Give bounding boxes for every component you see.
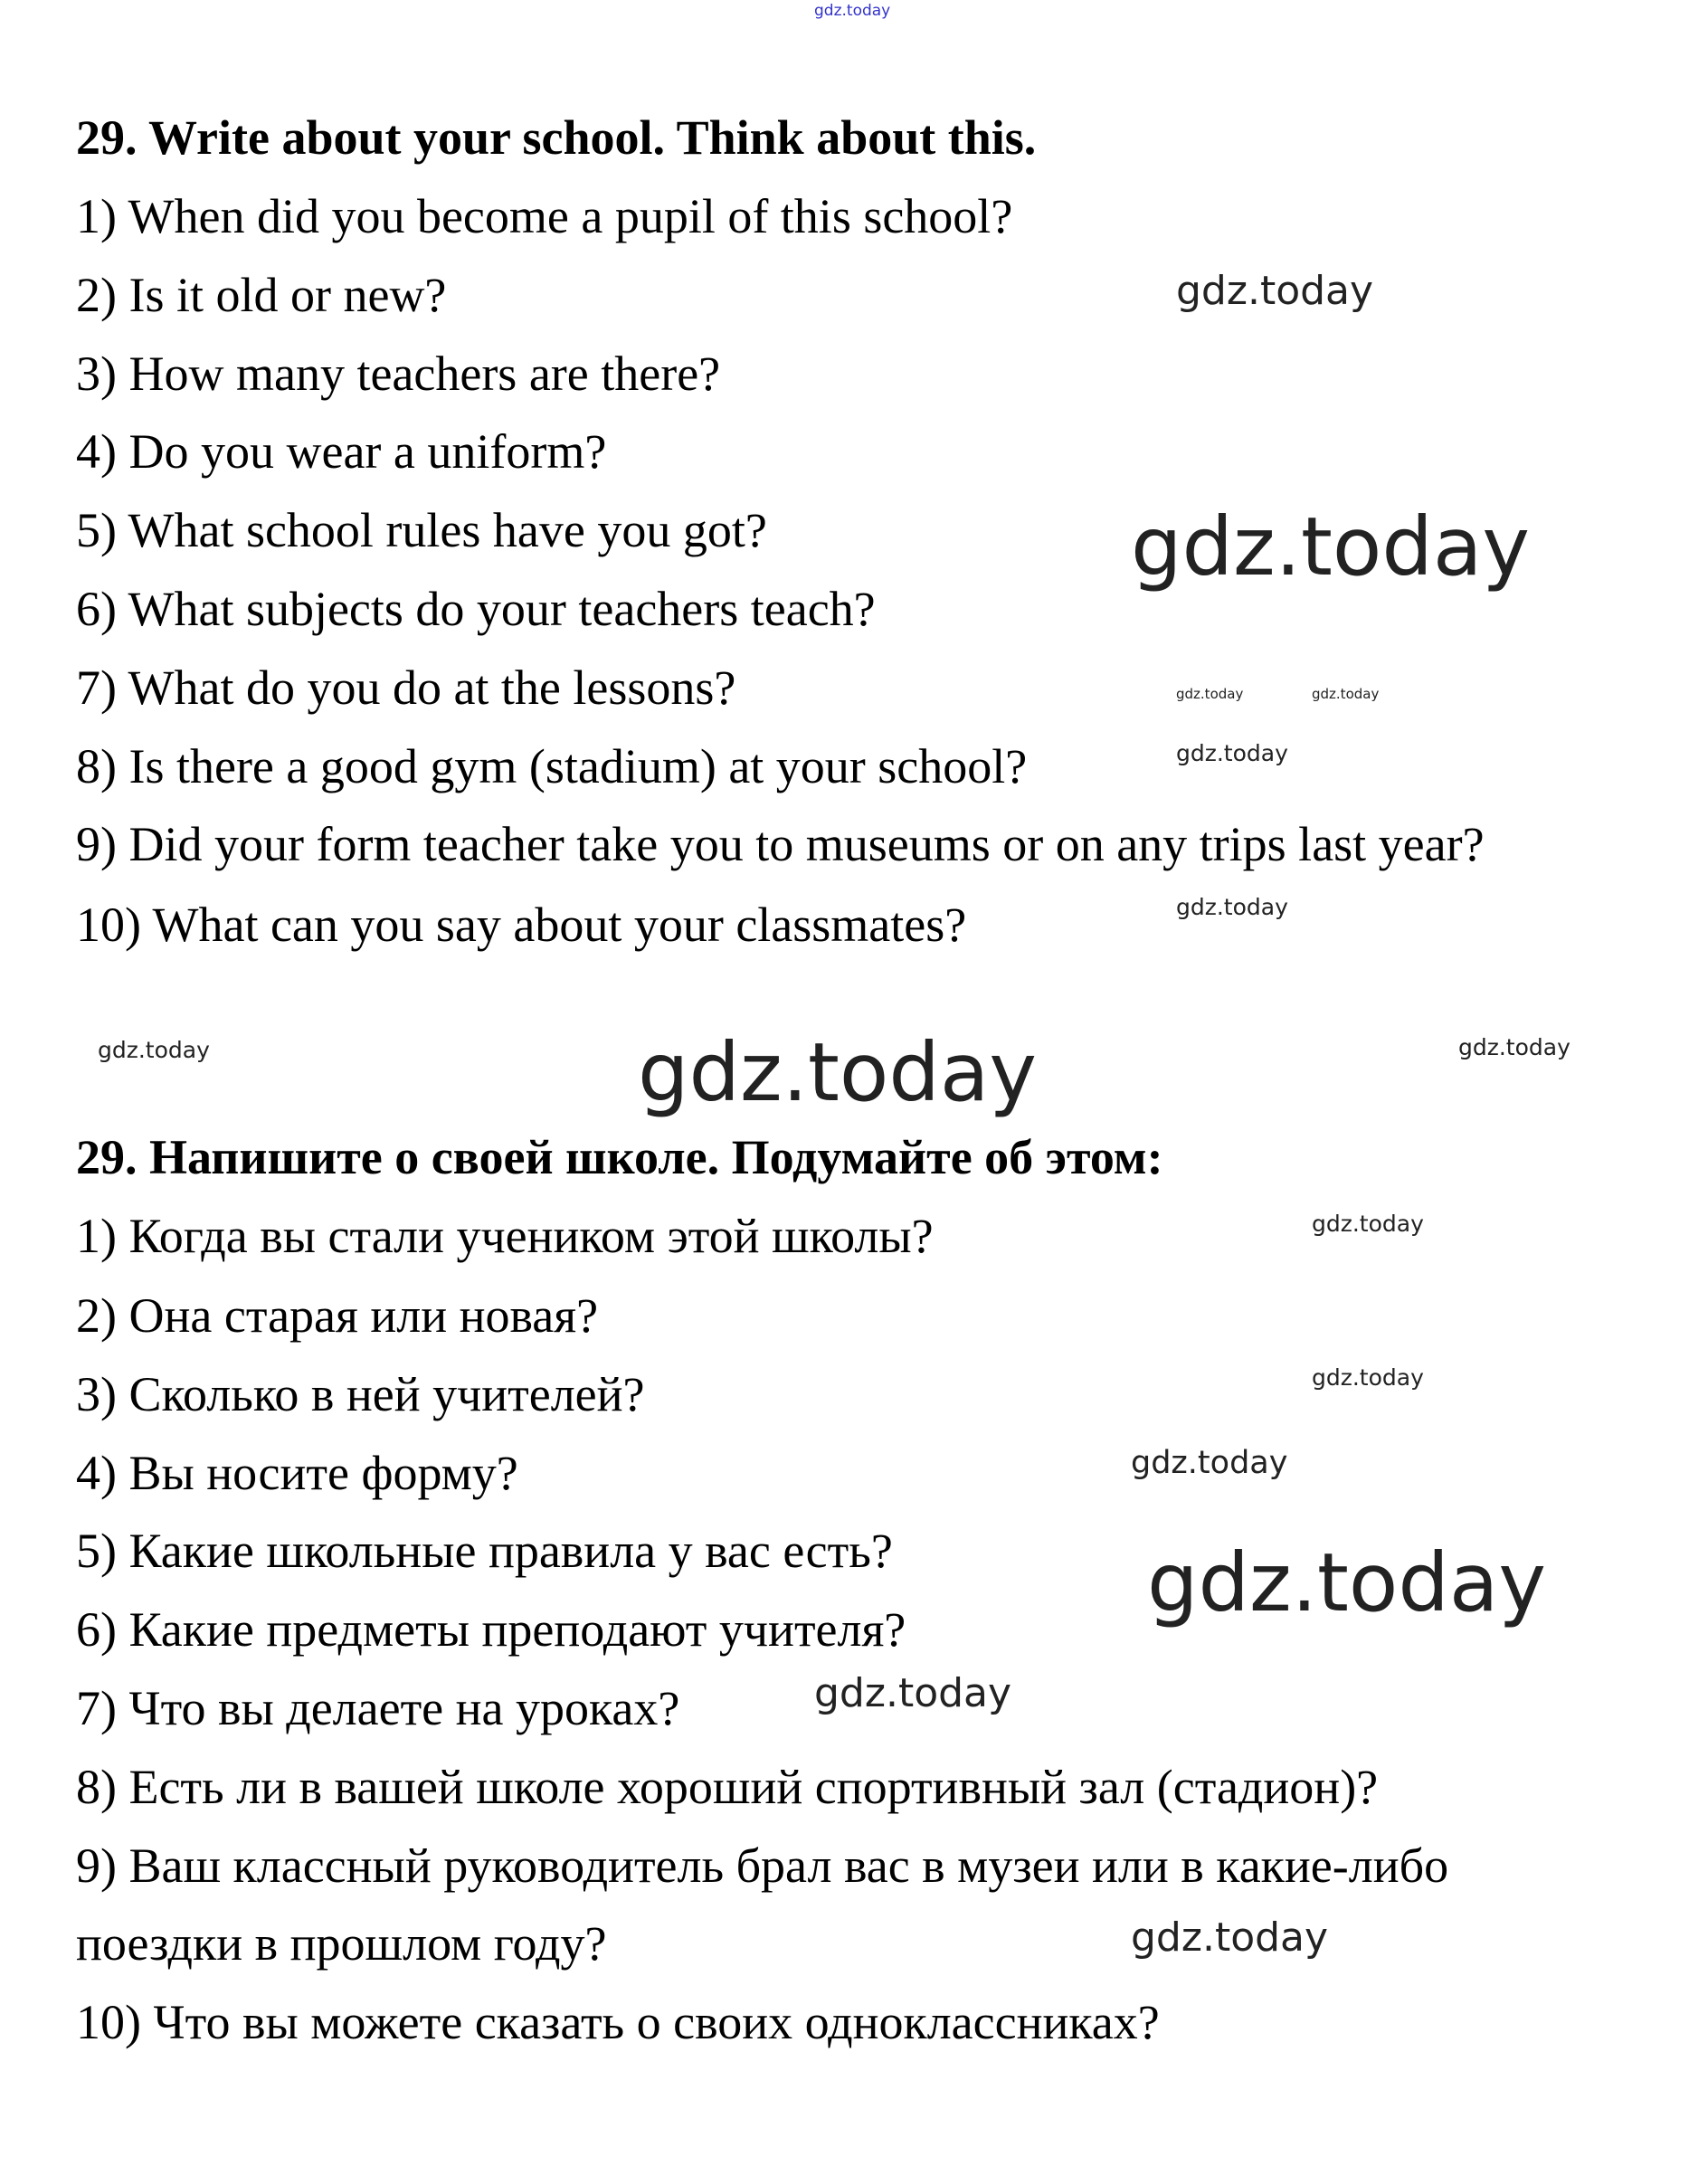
watermark: gdz.today [638, 1025, 1038, 1119]
watermark: gdz.today [1131, 1914, 1329, 1961]
english-item: 10) What can you say about your classmates? [76, 898, 967, 952]
russian-item: 6) Какие предметы преподают учителя? [76, 1602, 906, 1657]
watermark: gdz.today [1176, 894, 1288, 920]
watermark: gdz.today [814, 1670, 1012, 1716]
watermark: gdz.today [1458, 1034, 1570, 1060]
russian-item: 3) Сколько в ней учителей? [76, 1367, 645, 1421]
english-item: 7) What do you do at the lessons? [76, 660, 736, 715]
watermark: gdz.today [1131, 1445, 1288, 1481]
english-item: 3) How many teachers are there? [76, 347, 721, 401]
russian-item: 9) Ваш классный руководитель брал вас в музеи или в какие-либо [76, 1838, 1449, 1893]
english-title: 29. Write about your school. Think about this. [76, 110, 1037, 165]
watermark: gdz.today [1147, 1535, 1547, 1629]
russian-item: 4) Вы носите форму? [76, 1446, 518, 1500]
english-item: 5) What school rules have you got? [76, 503, 767, 557]
russian-item: поездки в прошлом году? [76, 1916, 607, 1971]
english-item: 8) Is there a good gym (stadium) at your school? [76, 739, 1028, 793]
watermark: gdz.today [98, 1037, 210, 1063]
russian-item: 5) Какие школьные правила у вас есть? [76, 1524, 893, 1578]
english-item: 4) Do you wear a uniform? [76, 424, 607, 479]
english-item: 9) Did your form teacher take you to museums or on any trips last year? [76, 817, 1485, 871]
russian-item: 2) Она старая или новая? [76, 1288, 599, 1343]
russian-item: 7) Что вы делаете на уроках? [76, 1681, 680, 1735]
watermark: gdz.today [1312, 686, 1380, 702]
watermark: gdz.today [814, 2, 891, 20]
russian-title: 29. Напишите о своей школе. Подумайте об этом: [76, 1130, 1163, 1184]
watermark: gdz.today [1176, 686, 1244, 702]
watermark: gdz.today [1176, 740, 1288, 766]
watermark: gdz.today [1131, 499, 1531, 594]
english-item: 2) Is it old or new? [76, 268, 447, 322]
watermark: gdz.today [1312, 1211, 1424, 1237]
watermark: gdz.today [1176, 268, 1374, 314]
russian-item: 1) Когда вы стали учеником этой школы? [76, 1209, 934, 1263]
russian-item: 10) Что вы можете сказать о своих одноклассниках? [76, 1995, 1160, 2049]
english-item: 1) When did you become a pupil of this school? [76, 189, 1013, 243]
english-item: 6) What subjects do your teachers teach? [76, 582, 876, 636]
watermark: gdz.today [1312, 1364, 1424, 1391]
russian-item: 8) Есть ли в вашей школе хороший спортивный зал (стадион)? [76, 1760, 1379, 1814]
